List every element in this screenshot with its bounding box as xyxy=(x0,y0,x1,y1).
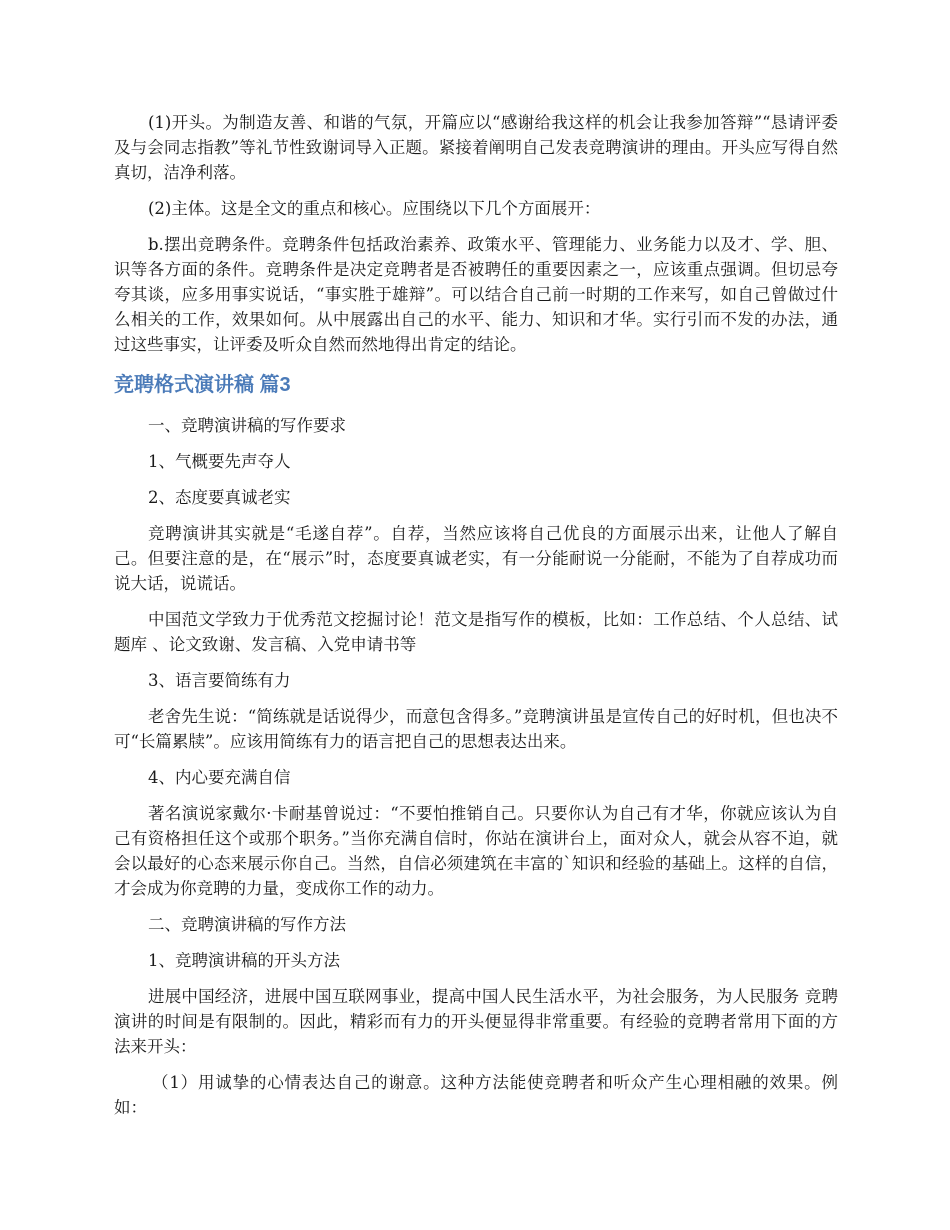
paragraph-gratitude: （1）用诚挚的心情表达自己的谢意。这种方法能使竞聘者和听众产生心理相融的效果。例如： xyxy=(114,1073,838,1117)
subheading-requirements: 一、竞聘演讲稿的写作要求 xyxy=(148,416,346,435)
paragraph-body-intro: (2)主体。这是全文的重点和核心。应围绕以下几个方面展开： xyxy=(148,199,601,218)
section-heading: 竞聘格式演讲稿 篇3 xyxy=(114,374,291,396)
paragraph-self-recommend: 竞聘演讲其实就是“毛遂自荐”。自荐，当然应该将自己优良的方面展示出来，让他人了解自己。但要注意的是，在“展示”时，态度要真诚老实，有一分能耐说一分能耐，不能为了自荐成功而说大话，说谎话。 xyxy=(114,524,838,593)
paragraph-carnegie: 著名演说家戴尔·卡耐基曾说过：“不要怕推销自己。只要你认为自己有才华，你就应该认为自己有资格担任这个或那个职务。”当你充满自信时，你站在演讲台上，面对众人，就会从容不迫，就会以最好的心态来展示你自己。当然，自信必须建筑在丰富的`知识和经验的基础上。这样的自信，才会成为你竞聘的力量，变成你工作的动力。 xyxy=(114,804,838,898)
paragraph-conditions: b.摆出竞聘条件。竞聘条件包括政治素养、政策水平、管理能力、业务能力以及才、学、胆、识等各方面的条件。竞聘条件是决定竞聘者是否被聘任的重要因素之一，应该重点强调。但切忌夸夸其谈，应多用事实说话，“事实胜于雄辩”。可以结合自己前一时期的工作来写，如自己曾做过什么相关的工作，效果如何。从中展露出自己的水平、能力、知识和才华。实行引而不发的办法，通过这些事实，让评委及听众自然而然地得出肯定的结论。 xyxy=(114,235,838,354)
list-item-3: 3、语言要简练有力 xyxy=(148,671,291,690)
paragraph-opening: (1)开头。为制造友善、和谐的气氛，开篇应以“感谢给我这样的机会让我参加答辩”“恳请评委及与会同志指教”等礼节性致谢词导入正题。紧接着阐明自己发表竞聘演讲的理由。开头应写得自然真切，洁净利落。 xyxy=(114,113,838,182)
list-item-1: 1、气概要先声夺人 xyxy=(148,452,291,471)
subheading-methods: 二、竞聘演讲稿的写作方法 xyxy=(148,915,346,934)
paragraph-site-note: 中国范文学致力于优秀范文挖掘讨论！范文是指写作的模板，比如：工作总结、个人总结、试题库 、论文致谢、发言稿、入党申请书等 xyxy=(114,610,838,654)
list-item-opening-method: 1、竞聘演讲稿的开头方法 xyxy=(148,951,340,970)
list-item-4: 4、内心要充满自信 xyxy=(148,768,291,787)
paragraph-laoshe: 老舍先生说：“简练就是话说得少，而意包含得多。”竞聘演讲虽是宣传自己的好时机，但也决不可“长篇累牍”。应该用简练有力的语言把自己的思想表达出来。 xyxy=(114,707,838,751)
document-page xyxy=(114,110,838,1131)
paragraph-development: 进展中国经济，进展中国互联网事业，提高中国人民生活水平，为社会服务，为人民服务 竞聘演讲的时间是有限制的。因此，精彩而有力的开头便显得非常重要。有经验的竞聘者常用下面的方法来开头： xyxy=(114,987,838,1056)
list-item-2: 2、态度要真诚老实 xyxy=(148,488,291,507)
